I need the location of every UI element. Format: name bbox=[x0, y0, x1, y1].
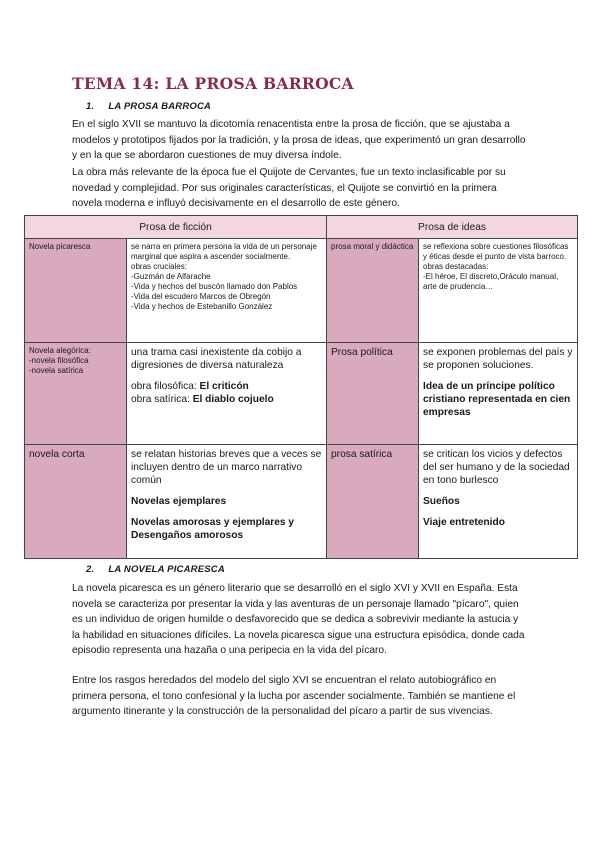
list-item: -Vida del escudero Marcos de Obregón bbox=[131, 292, 271, 301]
table-header-row bbox=[25, 216, 578, 239]
intro-paragraph-1: En el siglo XVII se mantuvo la dicotomía renacentista entre la prosa de ficción, que se ajustaba a modelos y prototipos fijados por la tradición, y la prosa de ideas, que experimentó un gran desarrollo y en la que se abordaron cuestiones de muy diversa índole. bbox=[72, 119, 526, 161]
table-row bbox=[25, 343, 578, 445]
picaresca-paragraph-2: Entre los rasgos heredados del modelo del siglo XVI se encuentran el relato autobiográfico en primera persona, el tono confesional y la lucha por ascender socialmente. También se mantiene el argumento itinerante y la construcción de la personalidad del pícaro a partir de sus vivencias. bbox=[72, 675, 516, 717]
label-prosa-moral: prosa moral y didáctica bbox=[327, 239, 419, 343]
desc-text: una trama casi inexistente da cobijo a digresiones de diversa naturaleza bbox=[131, 347, 302, 371]
work-title: Novelas ejemplares bbox=[131, 496, 227, 507]
label-line: -novela filosófica bbox=[29, 356, 89, 365]
philosophical-work: El criticón bbox=[199, 381, 249, 392]
section-1-title: LA PROSA BARROCA bbox=[108, 101, 212, 112]
desc-text: se exponen problemas del país y se proponen soluciones. bbox=[423, 347, 573, 371]
table-row bbox=[25, 445, 578, 559]
prose-table bbox=[24, 215, 578, 559]
works-list bbox=[131, 272, 322, 312]
table-row bbox=[25, 239, 578, 343]
list-item: -Vida y hechos del buscón llamado don Pablos bbox=[131, 282, 298, 291]
label-prosa-satirica: prosa satírica bbox=[327, 445, 419, 559]
desc-text: se reflexiona sobre cuestiones filosóficas y éticas desde el punto de vista barroco. bbox=[423, 242, 569, 261]
work-title: Viaje entretenido bbox=[423, 517, 505, 528]
label-prosa-politica: Prosa política bbox=[327, 343, 419, 445]
works-label: obras cruciales: bbox=[131, 262, 188, 271]
header-fiction: Prosa de ficción bbox=[25, 216, 327, 239]
intro-paragraph-2: La obra más relevante de la época fue el Quijote de Cervantes, fue un texto inclasificable por su novedad y complejidad. Por sus originales características, el Quijote se convirtió en la primera novela moderna e influyó decisivamente en el desarrollo de este género. bbox=[72, 167, 506, 209]
header-ideas: Prosa de ideas bbox=[327, 216, 578, 239]
work-title: Idea de un príncipe político cristiano representada en cien empresas bbox=[423, 381, 571, 418]
page-title: TEMA 14: LA PROSA BARROCA bbox=[72, 74, 354, 93]
desc-text: se critican los vicios y defectos del ser humano y de la sociedad en tono burlesco bbox=[423, 449, 570, 486]
desc-prosa-moral bbox=[419, 239, 578, 343]
desc-novela-corta bbox=[127, 445, 327, 559]
label-novela-picaresca: Novela picaresca bbox=[25, 239, 127, 343]
section-2-number: 2. bbox=[86, 564, 95, 575]
list-item: -Guzmán de Alfarache bbox=[131, 272, 211, 281]
section-2-title: LA NOVELA PICARESCA bbox=[108, 564, 225, 575]
philosophical-prefix: obra filosófica: bbox=[131, 381, 200, 392]
picaresca-paragraph-1: La novela picaresca es un género literario que se desarrolló en el siglo XVI y XVII en España. Esta novela se caracteriza por presentar la vida y las aventuras de un personaje llamado "pícaro", quien es un individuo de origen humilde o desfavorecido que se dedica a sobrevivir mediante la astucia y la habilidad en situaciones difíciles. La novela picaresca sigue una estructura episódica, donde cada episodio representa una hazaña o una peripecia en la vida del pícaro. bbox=[72, 583, 525, 656]
desc-novela-picaresca bbox=[127, 239, 327, 343]
desc-text: se narra en primera persona la vida de un personaje marginal que aspira a ascender socialmente. bbox=[131, 242, 317, 261]
section-1-number: 1. bbox=[86, 101, 95, 112]
desc-novela-alegorica bbox=[127, 343, 327, 445]
satirical-work-line bbox=[131, 393, 322, 406]
label-novela-corta: novela corta bbox=[25, 445, 127, 559]
philosophical-work-line bbox=[131, 380, 322, 393]
label-line: Novela alegórica: bbox=[29, 346, 91, 355]
label-line: -novela satírica bbox=[29, 366, 84, 375]
section-2-heading bbox=[86, 564, 225, 575]
desc-prosa-satirica bbox=[419, 445, 578, 559]
desc-text: se relatan historias breves que a veces se incluyen dentro de un marco narrativo común bbox=[131, 449, 322, 486]
desc-prosa-politica bbox=[419, 343, 578, 445]
works-text: -El héroe, El discreto,Oráculo manual, arte de prudencia… bbox=[423, 272, 559, 291]
section-1-heading bbox=[86, 101, 211, 112]
work-title: Sueños bbox=[423, 496, 460, 507]
list-item: -Vida y hechos de Estebanillo González bbox=[131, 302, 273, 311]
label-novela-alegorica bbox=[25, 343, 127, 445]
work-title: Novelas amorosas y ejemplares y Desengaños amorosos bbox=[131, 517, 295, 541]
satirical-work: El diablo cojuelo bbox=[192, 394, 274, 405]
works-label: obras destacadas: bbox=[423, 262, 489, 271]
satirical-prefix: obra satírica: bbox=[131, 394, 193, 405]
